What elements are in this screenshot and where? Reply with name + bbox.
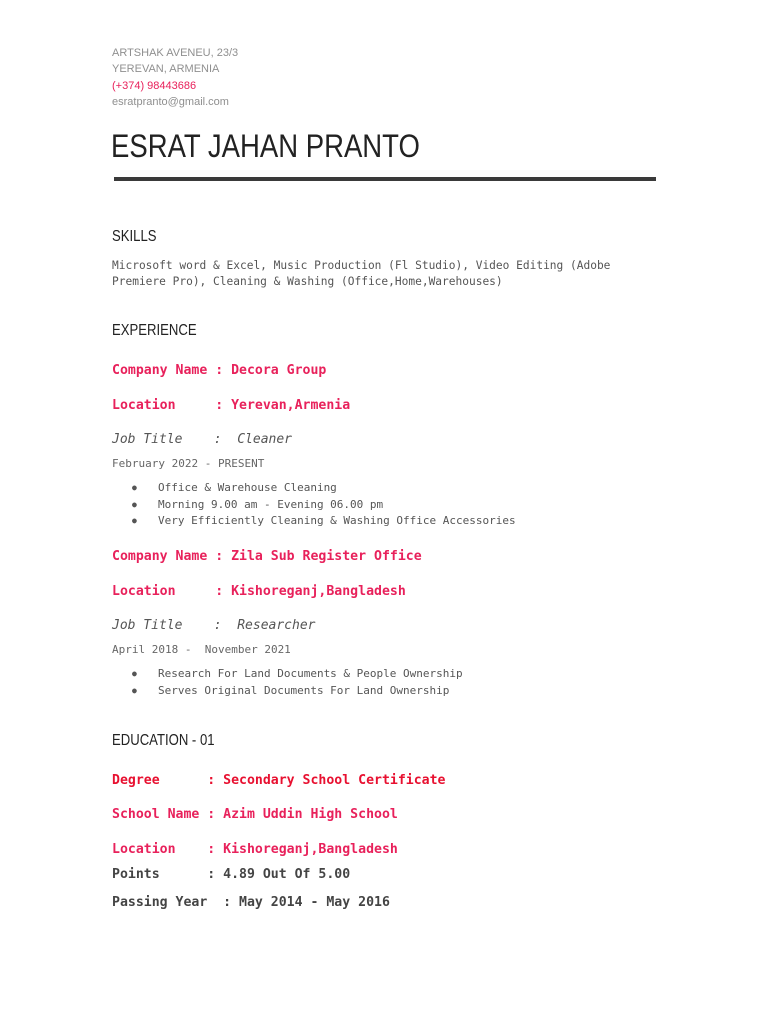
job-1-bullets [132, 480, 516, 530]
contact-block [112, 45, 238, 110]
list-item: ● Morning 9.00 am - Evening 06.00 pm [132, 497, 516, 514]
education-passing-year: Passing Year : May 2014 - May 2016 [112, 895, 390, 910]
job-1-title: Job Title : Cleaner [112, 432, 293, 447]
education-points: Points : 4.89 Out Of 5.00 [112, 867, 351, 882]
list-item: ● Research For Land Documents & People Ownership [132, 666, 463, 683]
experience-heading: EXPERIENCE [112, 322, 197, 339]
job-2-title: Job Title : Researcher [112, 618, 316, 633]
education-heading: EDUCATION - 01 [112, 732, 215, 749]
education-school: School Name : Azim Uddin High School [112, 807, 398, 822]
address-line-1: ARTSHAK AVENEU, 23/3 [112, 47, 239, 59]
job-1-dates: February 2022 - PRESENT [112, 457, 265, 470]
list-item: ● Office & Warehouse Cleaning [132, 480, 516, 497]
job-2-bullets [132, 666, 463, 699]
job-2-location: Location : Kishoreganj,Bangladesh [112, 584, 406, 599]
job-1-location: Location : Yerevan,Armenia [112, 398, 351, 413]
job-2-dates: April 2018 - November 2021 [112, 643, 291, 656]
list-item: ● Very Efficiently Cleaning & Washing Office Accessories [132, 513, 516, 530]
resume-name: ESRAT JAHAN PRANTO [111, 128, 420, 164]
education-location: Location : Kishoreganj,Bangladesh [112, 842, 398, 857]
education-degree: Degree : Secondary School Certificate [112, 773, 446, 788]
phone-number: (+374) 98443686 [112, 79, 197, 92]
job-1-company: Company Name : Decora Group [112, 363, 327, 378]
list-item: ● Serves Original Documents For Land Ownership [132, 683, 463, 700]
skills-heading: SKILLS [112, 228, 157, 245]
email-address: esratpranto@gmail.com [112, 95, 229, 108]
job-2-company: Company Name : Zila Sub Register Office [112, 549, 422, 564]
skills-text: Microsoft word & Excel, Music Production (Fl Studio), Video Editing (Adobe Premiere Pro), Cleaning & Washing (Office,Home,Warehouses) [112, 259, 611, 288]
address-line-2: YEREVAN, ARMENIA [112, 63, 220, 76]
header-divider [114, 177, 656, 181]
